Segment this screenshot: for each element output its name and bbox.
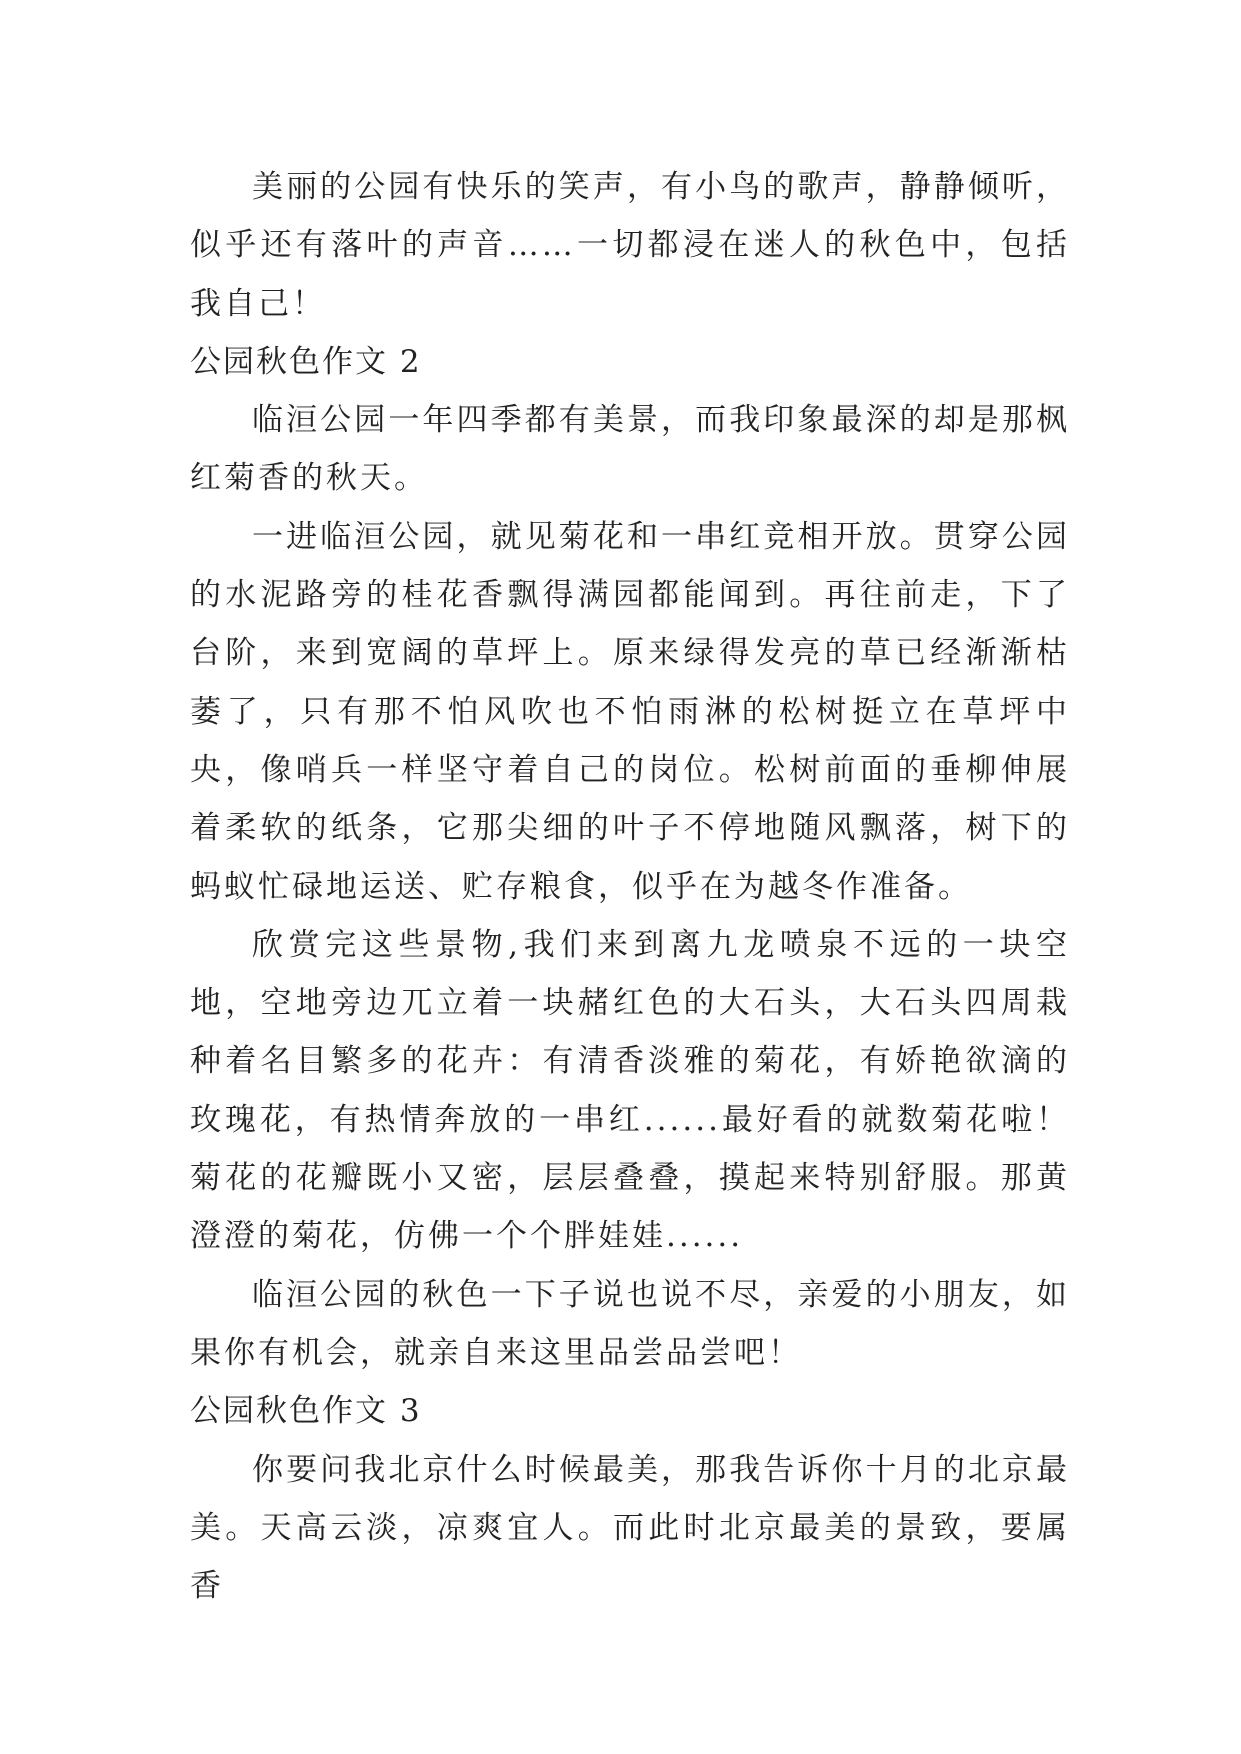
paragraph-invitation: 临洹公园的秋色一下子说也说不尽，亲爱的小朋友，如果你有机会，就亲自来这里品尝品尝吧！ bbox=[190, 1276, 1070, 1371]
document-body bbox=[190, 158, 1070, 1615]
essay-heading-3: 公园秋色作文 3 bbox=[190, 1393, 422, 1430]
paragraph-beijing: 你要问我北京什么时候最美，那我告诉你十月的北京最美。天高云淡，凉爽宜人。而此时北京最美的景致，要属香 bbox=[190, 1451, 1070, 1605]
paragraph-entering-park: 一进临洹公园，就见菊花和一串红竞相开放。贯穿公园的水泥路旁的桂花香飘得满园都能闻到。再往前走，下了台阶，来到宽阔的草坪上。原来绿得发亮的草已经渐渐枯萎了，只有那不怕风吹也不怕雨淋的松树挺立在草坪中央，像哨兵一样坚守着自己的岗位。松树前面的垂柳伸展着柔软的纸条，它那尖细的叶子不停地随风飘落，树下的蚂蚁忙碌地运送、贮存粮食，似乎在为越冬作准备。 bbox=[190, 518, 1070, 905]
paragraph-park-sounds: 美丽的公园有快乐的笑声，有小鸟的歌声，静静倾听，似乎还有落叶的声音……一切都浸在迷人的秋色中，包括我自己！ bbox=[190, 169, 1070, 322]
paragraph-intro-autumn: 临洹公园一年四季都有美景，而我印象最深的却是那枫红菊香的秋天。 bbox=[190, 402, 1070, 497]
essay-heading-2: 公园秋色作文 2 bbox=[190, 343, 422, 380]
paragraph-flowers: 欣赏完这些景物,我们来到离九龙喷泉不远的一块空地，空地旁边兀立着一块赭红色的大石头，大石头四周栽种着名目繁多的花卉：有清香淡雅的菊花，有娇艳欲滴的玫瑰花，有热情奔放的一串红......最好看的就数菊花啦！菊花的花瓣既小又密，层层叠叠，摸起来特别舒服。那黄澄澄的菊花，仿佛一个个胖娃娃...... bbox=[190, 926, 1070, 1255]
